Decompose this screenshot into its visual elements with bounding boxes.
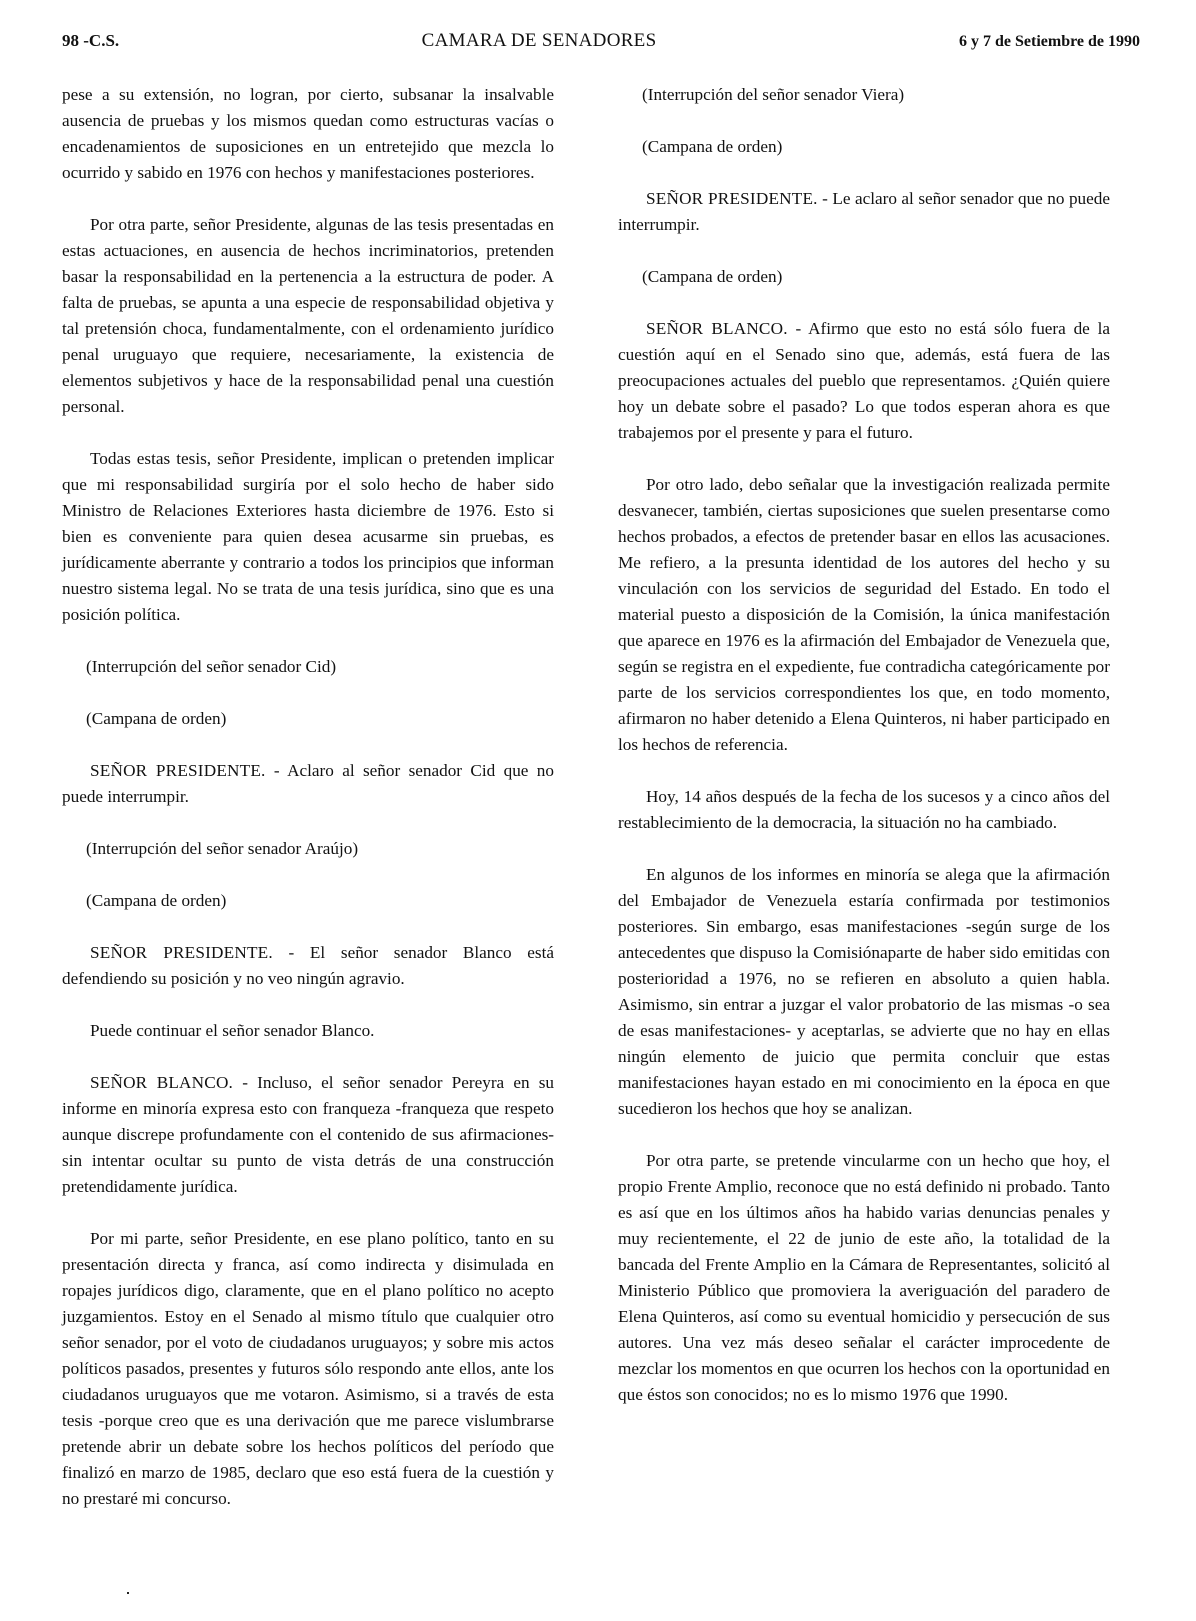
chamber-title: CAMARA DE SENADORES <box>421 30 657 51</box>
page-header <box>62 30 1140 60</box>
stage-direction: (Campana de orden) <box>86 709 227 728</box>
stage-direction: (Campana de orden) <box>86 891 227 910</box>
paragraph: Por otra parte, señor Presidente, algunas de las tesis presentadas en estas actuaciones, en ausencia de hechos incriminatorios, pretenden basar la responsabilidad en la pertenencia a la estructura de poder. A falta de pruebas, se apunta a una especie de responsabilidad objetiva y tal pretensión choca, fundamentalmente, con el ordenamiento jurídico penal uruguayo que requiere, necesariamente, la existencia de elementos subjetivos y hace de la responsabilidad penal una cuestión personal. <box>62 215 554 416</box>
stage-direction: (Interrupción del señor senador Cid) <box>86 657 337 676</box>
scan-speck <box>127 1592 129 1594</box>
speaker-name: SEÑOR BLANCO. <box>90 1073 234 1092</box>
paragraph: Puede continuar el señor senador Blanco. <box>90 1021 375 1040</box>
page-reference: 98 -C.S. <box>62 31 120 50</box>
speech-paragraph: SEÑOR PRESIDENTE. - El señor senador Blanco está defendiendo su posición y no veo ningún agravio. <box>62 943 554 988</box>
paragraph: Por otro lado, debo señalar que la investigación realizada permite desvanecer, también, ciertas suposiciones que suelen presentarse como hechos probados, a efectos de pretender basar en ellos las acusaciones. Me refiero, a la presunta identidad de los autores del hecho y su vinculación con los servicios de seguridad del Estado. En todo el material puesto a disposición de la Comisión, la única manifestación que aparece en 1976 es la afirmación del Embajador de Venezuela que, según se registra en el expediente, fue contradicha categóricamente por parte de los servicios correspondientes los que, en todo momento, afirmaron no haber detenido a Elena Quinteros, ni haber participado en los hechos de referencia. <box>618 475 1110 754</box>
paragraph: pese a su extensión, no logran, por cierto, subsanar la insalvable ausencia de pruebas y los mismos quedan como estructuras vacías o encadenamientos de suposiciones en un entretejido que mezcla lo ocurrido y sabido en 1976 con hechos y manifestaciones posteriores. <box>62 85 554 182</box>
speech-paragraph: SEÑOR BLANCO. - Afirmo que esto no está sólo fuera de la cuestión aquí en el Senado sino que, además, está fuera de las preocupaciones actuales del pueblo que representamos. ¿Quién quiere hoy un debate sobre el pasado? Lo que todos esperan ahora es que trabajemos por el presente y para el futuro. <box>618 319 1110 442</box>
right-column <box>618 82 1110 1434</box>
session-date: 6 y 7 de Setiembre de 1990 <box>958 33 1140 50</box>
paragraph: En algunos de los informes en minoría se alega que la afirmación del Embajador de Venezuela estaría confirmada por testimonios posteriores. Sin embargo, esas manifestaciones -según surge de los antecedentes que dispuso la Comisiónaparte de haber sido emitidas con posterioridad a 1976, no se refieren en absoluto a quien habla. Asimismo, sin entrar a juzgar el valor probatorio de las mismas -o sea de esas manifestaciones- y aceptarlas, se advierte que no hay en ellas ningún elemento de juicio que permita concluir que estas manifestaciones hayan estado en mi conocimiento en la época en que sucedieron los hechos que hoy se analizan. <box>618 865 1110 1118</box>
stage-direction: (Interrupción del señor senador Viera) <box>642 85 905 104</box>
left-column <box>62 82 554 1538</box>
paragraph: Hoy, 14 años después de la fecha de los sucesos y a cinco años del restablecimiento de la democracia, la situación no ha cambiado. <box>618 787 1110 832</box>
paragraph: Por otra parte, se pretende vincularme con un hecho que hoy, el propio Frente Amplio, reconoce que no está definido ni probado. Tanto es así que en los últimos años ha habido varias denuncias penales y muy recientemente, el 22 de junio de este año, la totalidad de la bancada del Frente Amplio en la Cámara de Representantes, solicitó al Ministerio Público que promoviera la averiguación del paradero de Elena Quinteros, así como su eventual homicidio y persecución de sus autores. Una vez más deseo señalar el carácter improcedente de mezclar los momentos en que ocurren los hechos con la oportunidad en que éstos son conocidos; no es lo mismo 1976 que 1990. <box>618 1151 1110 1404</box>
speech-paragraph: SEÑOR BLANCO. - Incluso, el señor senador Pereyra en su informe en minoría expresa esto con franqueza -franqueza que respeto aunque discrepe profundamente con el contenido de sus afirmaciones- sin intentar ocultar su punto de vista detrás de una construcción pretendidamente jurídica. <box>62 1073 554 1196</box>
speaker-name: SEÑOR BLANCO. <box>646 319 788 338</box>
stage-direction: (Campana de orden) <box>642 267 783 286</box>
speaker-name: SEÑOR PRESIDENTE. <box>90 761 266 780</box>
speaker-name: SEÑOR PRESIDENTE. <box>646 189 818 208</box>
paragraph: Por mi parte, señor Presidente, en ese plano político, tanto en su presentación directa y franca, así como indirecta y disimulada en ropajes jurídicos digo, claramente, que en el plano político no acepto juzgamientos. Estoy en el Senado al mismo título que cualquier otro señor senador, por el voto de ciudadanos uruguayos; y sobre mis actos políticos pasados, presentes y futuros sólo respondo ante ellos, ante los ciudadanos uruguayos que me votaron. Asimismo, si a través de esta tesis -porque creo que es una derivación que me parece vislumbrarse pretende abrir un debate sobre los hechos políticos del período que finalizó en marzo de 1985, declaro que eso está fuera de la cuestión y no prestaré mi concurso. <box>62 1229 554 1508</box>
stage-direction: (Interrupción del señor senador Araújo) <box>86 839 359 858</box>
stage-direction: (Campana de orden) <box>642 137 783 156</box>
paragraph: Todas estas tesis, señor Presidente, implican o pretenden implicar que mi responsabilidad surgiría por el solo hecho de haber sido Ministro de Relaciones Exteriores hasta diciembre de 1976. Esto si bien es conveniente para quien desea acusarme sin pruebas, es jurídicamente aberrante y contrario a todos los principios que informan nuestro sistema legal. No se trata de una tesis jurídica, sino que es una posición política. <box>62 449 554 624</box>
speech-paragraph: SEÑOR PRESIDENTE. - Aclaro al señor senador Cid que no puede interrumpir. <box>62 761 554 806</box>
speaker-name: SEÑOR PRESIDENTE. <box>90 943 273 962</box>
speech-paragraph: SEÑOR PRESIDENTE. - Le aclaro al señor senador que no puede interrumpir. <box>618 189 1110 234</box>
